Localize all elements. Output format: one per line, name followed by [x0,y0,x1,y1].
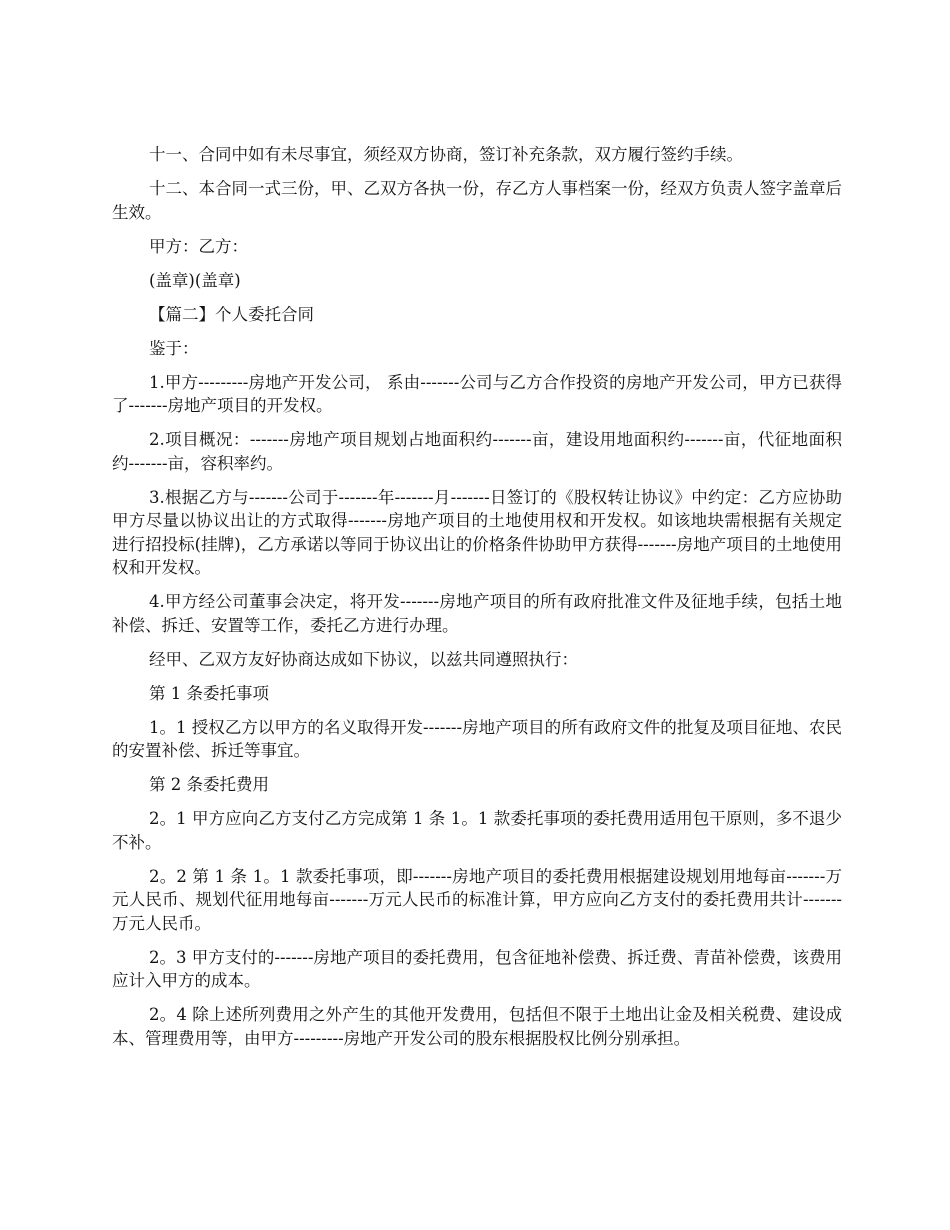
article-1-1-paragraph: 1。1 授权乙方以甲方的名义取得开发-------房地产项目的所有政府文件的批复及项目征地、农民的安置补偿、拆迁等事宜。 [112,717,842,760]
article-2-2-paragraph: 2。2 第 1 条 1。1 款委托事项，即-------房地产项目的委托费用根据建设规划用地每亩-------万元人民币、规划代征用地每亩-------万元人民币的标准计算，甲方应向乙方支付的委托费用共计-------万元人民币。 [112,866,842,933]
agreement-intro-paragraph: 经甲、乙双方友好协商达成如下协议，以兹共同遵照执行： [149,649,578,669]
document-page [112,143,842,1061]
recital-4-paragraph: 4.甲方经公司董事会决定，将开发-------房地产项目的所有政府批准文件及征地手续，包括土地补偿、拆迁、安置等工作，委托乙方进行办理。 [112,592,842,635]
article-2-4-paragraph: 2。4 除上述所列费用之外产生的其他开发费用，包括但不限于土地出让金及相关税费、建设成本、管理费用等，由甲方---------房地产开发公司的股东根据股权比例分别承担。 [112,1005,842,1048]
clause-11-paragraph: 十一、合同中如有未尽事宜，须经双方协商，签订补充条款，双方履行签约手续。 [149,145,743,164]
article-2-1-paragraph: 2。1 甲方应向乙方支付乙方完成第 1 条 1。1 款委托事项的委托费用适用包干原则，多不退少不补。 [112,809,842,852]
article-1-heading: 第 1 条委托事项 [149,683,269,703]
section-heading: 【篇二】个人委托合同 [149,304,314,324]
clause-12-paragraph: 十二、本合同一式三份，甲、乙双方各执一份，存乙方人事档案一份，经双方负责人签字盖章后生效。 [112,179,842,222]
article-2-3-paragraph: 2。3 甲方支付的-------房地产项目的委托费用，包含征地补偿费、拆迁费、青苗补偿费，该费用应计入甲方的成本。 [112,947,842,990]
recital-2-paragraph: 2.项目概况：-------房地产项目规划占地面积约-------亩，建设用地面积约-------亩，代征地面积约-------亩，容积率约。 [112,430,842,473]
recital-1-paragraph: 1.甲方---------房地产开发公司， 系由-------公司与乙方合作投资的房地产开发公司，甲方已获得了-------房地产项目的开发权。 [112,372,842,415]
whereas-heading: 鉴于： [149,338,199,358]
recital-3-paragraph: 3.根据乙方与-------公司于-------年-------月-------日签订的《股权转让协议》中约定：乙方应协助甲方尽量以协议出让的方式取得-------房地产项目的土地使用权和开发权。如该地块需根据有关规定进行招投标(挂牌)，乙方承诺以等同于协议出让的价格条件协助甲方获得-------房地产项目的土地使用权和开发权。 [112,487,842,577]
seal-line: (盖章)(盖章) [149,270,241,290]
party-signature-line: 甲方：乙方： [149,236,248,256]
article-2-heading: 第 2 条委托费用 [149,775,269,794]
